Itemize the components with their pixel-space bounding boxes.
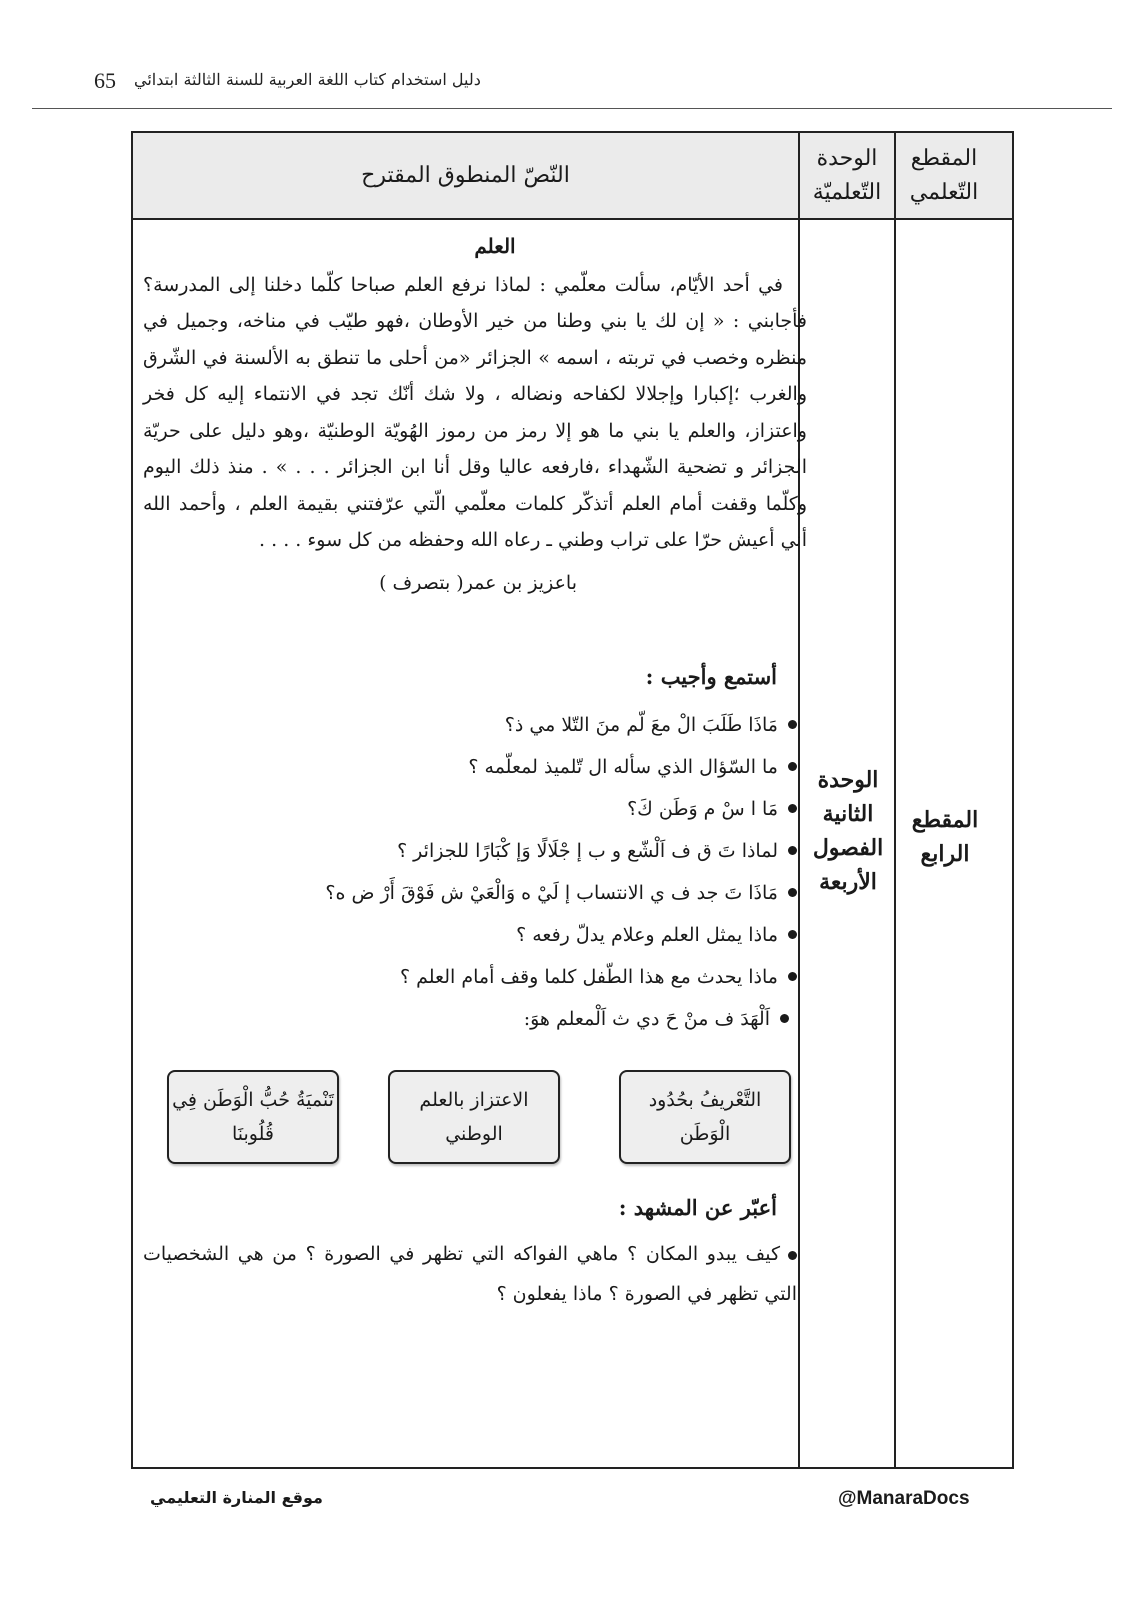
bullet-icon <box>788 1251 797 1260</box>
bullet-icon <box>788 762 797 771</box>
bullet-icon <box>780 1014 789 1023</box>
footer-site-name: موقع المنارة التعليمي <box>150 1488 323 1507</box>
page-header <box>32 64 1112 109</box>
column-divider <box>894 133 896 1467</box>
lesson-table <box>131 131 1014 1469</box>
bullet-icon <box>788 972 797 981</box>
bullet-icon <box>788 804 797 813</box>
text-paragraph: في أحد الأيّام، سألت معلّمي : لماذا نرفع العلم صباحا كلّما دخلنا إلى المدرسة؟ فأجابني : « إن لك يا بني وطنا من خير الأوطان ،فهو طيّب في مناخه، وجميل في منظره وخصب في تربته ، اسمه » الجزائر «من أحلى ما تنطق به الألسنة في الشّرق والغرب ؛إكبارا وإجلالا لكفاحه ونضاله ، ولا شك أنّك تجد في الانتماء إليه كل فخر واعتزاز، والعلم يا بني ما هو إلا رمز من رموز الهُويّة الوطنيّة ،وهو دليل على حريّة الجزائر و تضحية الشّهداء ،فارفعه عاليا وقل أنا ابن الجزائر . . . » . منذ ذلك اليوم وكلّما وقفت أمام العلم أتذكّر كلمات معلّمي الّتي عرّفتني بقيمة العلم ، وأحمد الله أني أعيش حرّا على تراب وطني ـ رعاه الله وحفظه من كل سوء . . . . <box>143 273 807 551</box>
bullet-icon <box>788 720 797 729</box>
page-number: 65 <box>94 68 116 93</box>
list-item: مَاذَا تَ جد ف ي الانتساب إ لَيْ ه وَالْعَيْ ش فَوْقَ أَرْ ض ه؟ <box>143 872 797 914</box>
unit-value: الوحدة الثانية الفصول الأربعة <box>812 767 884 895</box>
text-author: باعزيز بن عمر( بتصرف ) <box>379 571 577 594</box>
list-item: ماذا يحدث مع هذا الطّفل كلما وقف أمام العلم ؟ <box>143 956 797 998</box>
header-text-column: النّصّ المنطوق المقترح <box>361 162 570 188</box>
list-item: مَاذَا طَلَبَ الْ معَ لّم منَ التّلا مي ذ؟ <box>143 704 797 746</box>
bullet-icon <box>788 846 797 855</box>
header-segment-column: المقطع التّعلمي <box>909 145 979 205</box>
choice-box: تَنْميَةُ حُبُّ الْوَطَن فِي قُلُوبنَا <box>167 1070 339 1164</box>
list-item: ماذا يمثل العلم وعلام يدلّ رفعه ؟ <box>143 914 797 956</box>
list-item: ما السّؤال الذي سأله ال تّلميذ لمعلّمه ؟ <box>143 746 797 788</box>
segment-value: المقطع الرابع <box>911 807 979 867</box>
answer-choices <box>143 1070 807 1190</box>
header-title: دليل استخدام كتاب اللغة العربية للسنة الثالثة ابتدائي <box>134 70 481 89</box>
text-title: العلم <box>474 234 516 258</box>
list-item: كيف يبدو المكان ؟ ماهي الفواكه التي تظهر في الصورة ؟ من هي الشخصيات التي تظهر في الصورة ؟ ماذا يفعلون ؟ <box>143 1243 797 1305</box>
list-item: لماذا تَ ق ف اَلْشّع و ب إ جْلَالًا وَإ كْبَارًا للجزائر ؟ <box>143 830 797 872</box>
scene-title: أعبّر عن المشهد : <box>618 1194 777 1220</box>
header-unit-column: الوحدة التّعلميّة <box>812 145 882 205</box>
bullet-icon <box>788 888 797 897</box>
list-item: مَا ا سْ م وَطَن كَ؟ <box>143 788 797 830</box>
bullet-icon <box>788 930 797 939</box>
questions-list <box>143 704 807 1040</box>
choice-box: الاعتزاز بالعلم الوطني <box>388 1070 560 1164</box>
listen-answer-title: أستمع وأجيب : <box>645 664 777 689</box>
table-header-row <box>133 133 1012 220</box>
footer-handle: @ManaraDocs <box>838 1488 970 1509</box>
choice-box: التَّعْريفُ بحُدُود الْوَطَن <box>619 1070 791 1164</box>
list-item: اَلْهَدَ ف منْ حَ دي ث اَلْمعلم هوَ: <box>143 998 797 1040</box>
suggested-text-cell <box>143 228 807 1458</box>
